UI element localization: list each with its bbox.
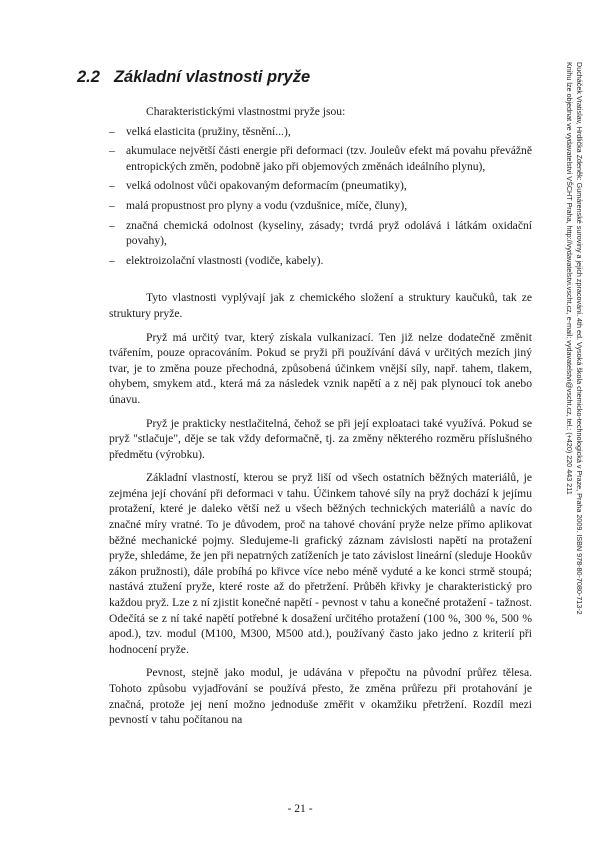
property-text: akumulace největší části energie při deformaci (tzv. Jouleův efekt má povahu převážně entropických změn, podobně jako při objemových změnách ideálního plynu),: [126, 144, 532, 173]
list-dash: –: [109, 144, 115, 158]
order-info-line: Knihu lze objednat ve vydavatelství VŠCHT Praha, http://vydavatelstvi.vscht.cz, e-mail: vydavatelstvi@vscht.cz, tel.: (+420) 220 443 211: [565, 62, 574, 495]
property-list-item: [109, 143, 532, 174]
paragraph-1: Tyto vlastnosti vyplývají jak z chemického složení a struktury kaučuků, tak ze struktury pryže.: [109, 291, 532, 320]
section-heading: [77, 68, 310, 87]
paragraph-5: Pevnost, stejně jako modul, je udávána v přepočtu na původní průřez tělesa. Tohoto způsobu vyjadřování se používá přesto, že změna průřezu při protahování je značná, protože jej není možno jednoduše změřit v okamžiku přetržení. Rozdíl mezi pevností v tahu počítanou na: [109, 666, 532, 727]
property-text: velká odolnost vůči opakovaným deformacím (pneumatiky),: [126, 179, 407, 193]
citation-sidenote: [564, 62, 584, 652]
property-list-item: [109, 178, 532, 194]
list-dash: –: [109, 253, 115, 267]
property-list-item: [109, 218, 532, 249]
intro-paragraph: Charakteristickými vlastnostmi pryže jsou:: [146, 105, 346, 118]
paragraph-3: Pryž je prakticky nestlačitelná, čehož se při její exploataci také využívá. Pokud se pryž "stlačuje", děje se tak vždy deformačně, tj. za změny některého rozměru příslušného předmětu (výrobku).: [109, 416, 532, 461]
list-dash: –: [109, 179, 115, 193]
section-number: 2.2: [77, 68, 100, 86]
property-text: malá propustnost pro plyny a vodu (vzdušnice, míče, čluny),: [126, 198, 408, 212]
property-text: elektroizolační vlastnosti (vodiče, kabely).: [126, 253, 324, 267]
property-text: značná chemická odolnost (kyseliny, zásady; tvrdá pryž odolává i látkám oxidační povahy),: [126, 218, 532, 248]
page-content: [109, 104, 532, 728]
property-list-item: [109, 253, 532, 269]
section-title: Základní vlastnosti pryže: [113, 68, 311, 86]
property-list-item: [109, 198, 532, 214]
list-dash: –: [109, 218, 115, 232]
property-text: velká elasticita (pružiny, těsnění...),: [126, 124, 291, 138]
list-dash: –: [109, 124, 115, 138]
page-number: - 21 -: [287, 802, 313, 815]
paragraph-2: Pryž má určitý tvar, který získala vulkanizací. Ten již nelze dodatečně změnit tvářením, pouze opracováním. Pokud se pryži při používání dává v určitých mezích jiný tvar, je to změna pouze přechodná, způsobená účinkem vnější síly, např. tahem, tlakem, ohybem, smykem atd., která má za následek vznik napětí a z něj pak plynoucí tok anebo únavu.: [109, 330, 532, 406]
properties-list: [109, 124, 532, 269]
citation-line: Ducháček Vratislav, Hrdlička Zdeněk: Gumárenské suroviny a jejich zpracování. 4th ed. Vysoká škola chemicko-technologická v Praze, Praha 2009. ISBN 978-80-7080-713-2: [575, 62, 584, 615]
property-list-item: [109, 124, 532, 140]
list-dash: –: [109, 198, 115, 212]
paragraph-4: Základní vlastností, kterou se pryž liší od všech ostatních běžných materiálů, je zejména její chování při deformaci v tahu. Účinkem tahové síly na pryž dochází k jejímu protažení, které je daleko větší než u všech běžných technických materiálů a navíc do značné míry vratné. To je důvodem, proč na tahové chování pryže nelze přímo aplikovat běžné mechanické pojmy. Sledujeme-li grafický záznam závislosti napětí na protažení pryže, shledáme, že jen při nepatrných zatíženích je tato závislost lineární (sleduje Hookův zákon pružnosti), dále probíhá po křivce více nebo méně vyduté a ke konci strmě stoupá; nastává ztužení pryže, které roste až do přetržení. Průběh křivky je charakteristický pro každou pryž. Lze z ní zjistit konečné napětí - pevnost v tahu a konečné protažení - tažnost. Odečítá se z ní také napětí potřebné k dosažení určitého protažení (100 %, 300 %, 500 % apod.), tzv. modul (M100, M300, M500 atd.), používaný často jako jedno z kriterií při hodnocení pryže.: [109, 471, 532, 656]
